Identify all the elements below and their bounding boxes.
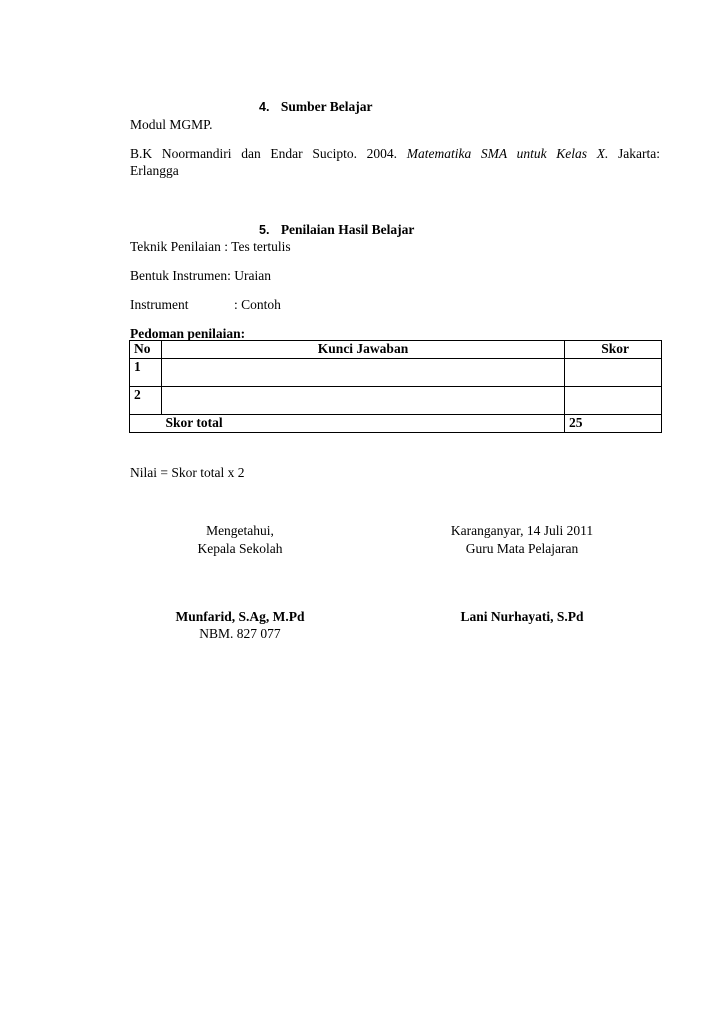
table-total-row (130, 415, 662, 433)
pedoman-title: Pedoman penilaian: (130, 326, 246, 341)
reference-publisher: Erlangga (130, 163, 179, 178)
source-line-1: Modul MGMP. (130, 117, 213, 132)
right-sign-line1: Karanganyar, 14 Juli 2011 (450, 523, 594, 538)
right-sign-line2: Guru Mata Pelajaran (465, 541, 579, 556)
section4-title: Sumber Belajar (280, 99, 373, 114)
section5-heading (259, 222, 414, 238)
header-kunci-jawaban: Kunci Jawaban (162, 341, 565, 359)
reference-authors: B.K Noormandiri dan Endar Sucipto. 2004. (130, 146, 407, 161)
teknik-penilaian: Teknik Penilaian : Tes tertulis (130, 239, 291, 254)
left-sign-line2: Kepala Sekolah (197, 541, 283, 556)
total-value: 25 (565, 415, 662, 433)
pedoman-table (129, 340, 662, 433)
total-blank-cell (130, 415, 162, 433)
header-skor: Skor (565, 341, 662, 359)
row-kunci (162, 387, 565, 415)
section4-heading (259, 99, 372, 115)
right-sign-name: Lani Nurhayati, S.Pd (460, 609, 584, 624)
section4-number: 4. (259, 100, 270, 114)
table-row (130, 359, 662, 387)
table-header-row (130, 341, 662, 359)
header-no: No (130, 341, 162, 359)
section5-title: Penilaian Hasil Belajar (280, 222, 415, 237)
total-label: Skor total (162, 415, 565, 433)
row-skor (565, 387, 662, 415)
nilai-formula: Nilai = Skor total x 2 (130, 465, 245, 480)
row-no: 2 (130, 387, 162, 415)
source-reference (130, 146, 660, 162)
left-sign-name: Munfarid, S.Ag, M.Pd (175, 609, 305, 624)
reference-book-title: Matematika SMA untuk Kelas X. (406, 146, 609, 161)
instrument-label: Instrument (130, 297, 189, 312)
left-sign-line1: Mengetahui, (206, 523, 274, 538)
left-sign-id: NBM. 827 077 (199, 626, 281, 641)
instrument-value: : Contoh (234, 297, 281, 312)
row-no: 1 (130, 359, 162, 387)
row-skor (565, 359, 662, 387)
row-kunci (162, 359, 565, 387)
bentuk-instrumen: Bentuk Instrumen: Uraian (130, 268, 271, 283)
table-row (130, 387, 662, 415)
section5-number: 5. (259, 223, 270, 237)
reference-city: Jakarta: (608, 146, 661, 161)
